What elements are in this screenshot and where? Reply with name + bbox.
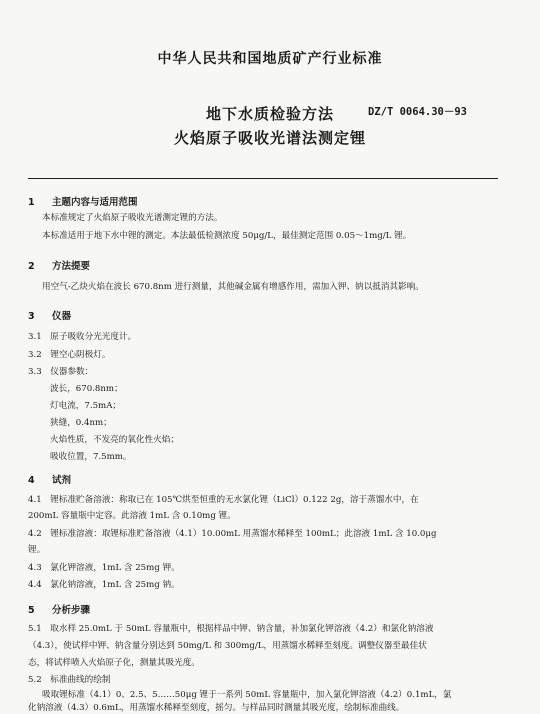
section-title: 主题内容与适用范围 [52,197,138,208]
section-number: 1 [28,197,35,208]
paragraph-line: 吸收位置，7.5mm。 [50,452,132,462]
standard-category-header: 中华人民共和国地质矿产行业标准 [157,51,383,67]
paragraph-line: 波长，670.8nm； [50,384,123,394]
paragraph-line: 锂。 [28,545,46,555]
paragraph-line: 本标准适用于地下水中锂的测定。本法最低检测浓度 50μg/L，最佳测定范围 0.05～1mg/L 锂。 [42,231,412,241]
section-title: 试剂 [52,475,72,486]
standard-code: DZ/T 0064.30－93 [368,106,468,118]
paragraph-line: 火焰性质，不发亮的氧化性火焰； [50,435,179,445]
paragraph-line: 4.3 氯化钾溶液，1mL 含 25mg 钾。 [28,563,180,573]
section-title: 仪器 [52,311,72,322]
section-heading-1 [28,194,138,208]
document-title-line1: 地下水质检验方法 [205,105,334,123]
paragraph-line: 4.4 氯化钠溶液，1mL 含 25mg 钠。 [28,580,180,590]
paragraph-line: 5.1 取水样 25.0mL 于 50mL 容量瓶中，根据样品中钾、钠含量，补加氯化钾溶液（4.2）和氯化钠溶液 [28,624,434,634]
section-heading-2 [28,258,90,272]
paragraph-line: 3.2 锂空心阴极灯。 [28,350,111,360]
paragraph-line: 吸取锂标准（4.1）0、2.5、5……50μg 锂于一系列 50mL 容量瓶中，加入氯化钾溶液（4.2）0.1mL，氯 [42,690,452,700]
section-number: 3 [28,311,35,322]
section-number: 5 [28,605,35,616]
paragraph-line: 3.1 原子吸收分光光度计。 [28,332,137,342]
section-number: 2 [28,261,35,272]
section-title: 方法提要 [52,261,91,272]
paragraph-line: 200mL 容量瓶中定容。此溶液 1mL 含 0.10mg 锂。 [28,511,236,521]
section-heading-5 [28,602,90,616]
paragraph-line: 5.2 标准曲线的绘制 [28,675,111,685]
paragraph-line: 用空气-乙炔火焰在波长 670.8nm 进行测量，其他碱金属有增感作用，需加入钾、钠以抵消其影响。 [42,282,424,292]
paragraph-line: 态，将试样喷入火焰原子化，测量其吸光度。 [28,658,200,668]
paragraph-line: 4.2 锂标准溶液：取锂标准贮备溶液（4.1）10.00mL 用蒸馏水稀释至 100mL；此溶液 1mL 含 10.0μg [28,529,437,539]
paragraph-line: 3.3 仪器参数： [28,367,94,377]
section-title: 分析步骤 [52,605,91,616]
section-number: 4 [28,475,35,486]
paragraph-line: 化钠溶液（4.3）0.6mL，用蒸馏水稀释至刻度，摇匀。与样品同时测量其吸光度，绘制标准曲线。 [28,703,405,713]
paragraph-line: 狭缝，0.4nm； [50,418,112,428]
header-divider [28,178,498,179]
section-heading-4 [28,472,71,486]
paragraph-line: 本标准规定了火焰原子吸收光谱测定锂的方法。 [42,213,223,223]
section-heading-3 [28,308,71,322]
document-title-line2: 火焰原子吸收光谱法测定锂 [173,129,366,147]
paragraph-line: 灯电流，7.5mA； [50,401,121,411]
paragraph-line: （4.3），使试样中钾、钠含量分别达到 50mg/L 和 300mg/L，用蒸馏水稀释至刻度。调整仪器至最佳状 [28,641,427,651]
paragraph-line: 4.1 锂标准贮备溶液：称取已在 105℃烘至恒重的无水氯化锂（LiCl）0.122 2g，溶于蒸馏水中，在 [28,495,419,505]
